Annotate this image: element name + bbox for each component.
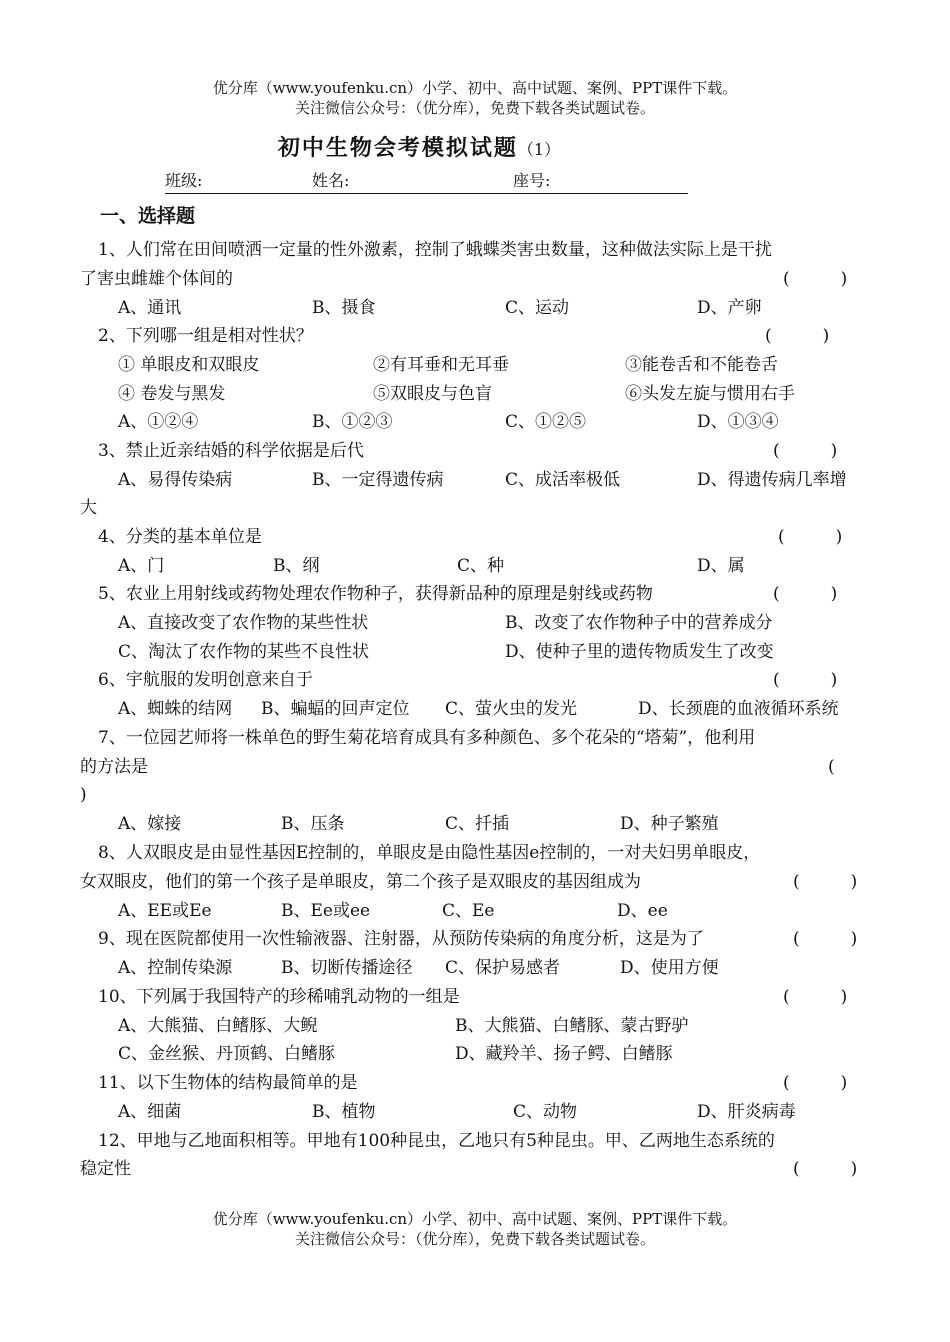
q6-option-c: C、萤火虫的发光	[445, 699, 578, 719]
q2-items-row1	[80, 351, 870, 380]
q2-item-5: ⑤双眼皮与色盲	[373, 384, 492, 404]
q7-answer-paren-open: (	[828, 757, 835, 777]
q2-stem: 2、下列哪一组是相对性状？	[98, 326, 313, 346]
q2-item-2: ②有耳垂和无耳垂	[373, 355, 509, 375]
q5-options-row1	[80, 609, 870, 638]
q4-option-b: B、纲	[273, 556, 320, 576]
q2-option-a: A、①②④	[118, 412, 199, 432]
q10-option-a: A、大熊猫、白鳍豚、大鲵	[118, 1016, 318, 1036]
page-title	[0, 133, 838, 165]
q11-option-a: A、细菌	[118, 1102, 182, 1122]
q4-options	[80, 552, 870, 581]
q2-item-6: ⑥头发左旋与惯用右手	[625, 384, 795, 404]
q1-answer-paren: ( )	[783, 269, 848, 289]
q1-line1: 1、人们常在田间喷洒一定量的性外激素，控制了蛾蝶类害虫数量，这种做法实际上是干扰	[98, 240, 772, 260]
q10-option-d: D、藏羚羊、扬子鳄、白鳍豚	[455, 1044, 673, 1064]
q6-option-b: B、蝙蝠的回声定位	[261, 699, 410, 719]
q2-item-4: ④ 卷发与黑发	[118, 384, 226, 404]
info-underline	[165, 193, 688, 194]
q4-option-a: A、门	[118, 556, 165, 576]
q7-option-b: B、压条	[281, 814, 345, 834]
q10-option-c: C、金丝猴、丹顶鹤、白鳍豚	[118, 1044, 336, 1064]
q11-option-c: C、动物	[513, 1102, 578, 1122]
q8-option-c: C、Ee	[442, 901, 495, 921]
q11-stem-line	[80, 1069, 870, 1098]
q11-stem: 11、以下生物体的结构最简单的是	[98, 1073, 358, 1093]
q2-option-c: C、①②⑤	[505, 412, 587, 432]
q4-stem-line	[80, 523, 870, 552]
q6-stem-line	[80, 666, 870, 695]
q3-wrap: 大	[80, 498, 97, 518]
q5-answer-paren: ( )	[773, 584, 838, 604]
q9-option-a: A、控制传染源	[118, 958, 233, 978]
q2-option-b: B、①②③	[312, 412, 393, 432]
q7-option-a: A、嫁接	[118, 814, 182, 834]
q1-option-d: D、产卵	[697, 298, 762, 318]
q3-option-c: C、成活率极低	[505, 470, 621, 490]
q8-option-a: A、EE或Ee	[118, 901, 212, 921]
q10-option-b: B、大熊猫、白鳍豚、蒙古野驴	[455, 1016, 689, 1036]
q7-line2	[80, 753, 870, 782]
q3-answer-paren: ( )	[773, 441, 838, 461]
q8-line1: 8、人双眼皮是由显性基因E控制的，单眼皮是由隐性基因e控制的，一对夫妇男单眼皮，	[98, 843, 761, 863]
q1-option-a: A、通讯	[118, 298, 182, 318]
q1-line2	[80, 265, 870, 294]
q2-answer-paren: ( )	[765, 326, 830, 346]
q4-stem: 4、分类的基本单位是	[98, 527, 262, 547]
q4-option-d: D、属	[697, 556, 745, 576]
q5-option-b: B、改变了农作物种子中的营养成分	[505, 613, 773, 633]
q2-item-1: ① 单眼皮和双眼皮	[118, 355, 260, 375]
q11-option-d: D、肝炎病毒	[697, 1102, 796, 1122]
q12-answer-paren: ( )	[793, 1159, 858, 1179]
q8-option-b: B、Ee或ee	[281, 901, 371, 921]
q10-stem-line	[80, 983, 870, 1012]
q2-options	[80, 408, 870, 437]
q12-stem-tail: 稳定性	[80, 1159, 131, 1179]
q2-option-d: D、①③④	[697, 412, 779, 432]
q9-option-d: D、使用方便	[620, 958, 719, 978]
q10-answer-paren: ( )	[783, 987, 848, 1007]
q10-options-row1	[80, 1012, 870, 1041]
q9-option-c: C、保护易感者	[445, 958, 561, 978]
q5-stem: 5、农业上用射线或药物处理农作物种子，获得新品种的原理是射线或药物	[98, 584, 653, 604]
q5-option-d: D、使种子里的遗传物质发生了改变	[505, 642, 774, 662]
student-info-row	[165, 170, 688, 194]
q1-stem-tail: 了害虫雌雄个体间的	[80, 269, 233, 289]
q1-option-c: C、运动	[505, 298, 570, 318]
q4-answer-paren: ( )	[778, 527, 843, 547]
title-text: 初中生物会考模拟试题	[277, 135, 518, 161]
title-suffix: （1）	[517, 140, 561, 159]
q5-stem-line	[80, 580, 870, 609]
q9-answer-paren: ( )	[793, 929, 858, 949]
q3-stem: 3、禁止近亲结婚的科学依据是后代	[98, 441, 364, 461]
q7-option-d: D、种子繁殖	[620, 814, 719, 834]
q2-items-row2	[80, 380, 870, 409]
q6-answer-paren: ( )	[773, 670, 838, 690]
q7-stem-tail: 的方法是	[80, 757, 148, 777]
q2-stem-line	[80, 322, 870, 351]
q7-paren-close: )	[80, 785, 87, 805]
q6-stem: 6、宇航服的发明创意来自于	[98, 670, 313, 690]
class-label: 班级:	[165, 171, 203, 190]
q9-stem: 9、现在医院都使用一次性输液器、注射器，从预防传染病的角度分析，这是为了	[98, 929, 704, 949]
header-banner-line2: 关注微信公众号：（优分库），免费下载各类试题试卷。	[294, 99, 655, 117]
q1-option-b: B、摄食	[312, 298, 376, 318]
q3-stem-line	[80, 437, 870, 466]
q10-stem: 10、下列属于我国特产的珍稀哺乳动物的一组是	[98, 987, 460, 1007]
q3-option-d: D、得遗传病几率增	[697, 470, 847, 490]
q3-options	[80, 466, 870, 495]
q3-option-b: B、一定得遗传病	[312, 470, 444, 490]
q6-option-a: A、蜘蛛的结网	[118, 699, 233, 719]
seat-label: 座号:	[513, 171, 551, 190]
q8-options	[80, 897, 870, 926]
q11-answer-paren: ( )	[783, 1073, 848, 1093]
q9-stem-line	[80, 925, 870, 954]
q12-line2	[80, 1155, 870, 1184]
q8-answer-paren: ( )	[793, 872, 858, 892]
section-heading: 一、选择题	[100, 205, 196, 227]
q7-options	[80, 810, 870, 839]
q11-options	[80, 1098, 870, 1127]
q11-option-b: B、植物	[312, 1102, 376, 1122]
q6-option-d: D、长颈鹿的血液循环系统	[638, 699, 839, 719]
q8-line2	[80, 868, 870, 897]
q9-option-b: B、切断传播途径	[281, 958, 413, 978]
name-label: 姓名:	[312, 171, 350, 190]
q5-option-a: A、直接改变了农作物的某些性状	[118, 613, 369, 633]
footer-banner-line2: 关注微信公众号：（优分库），免费下载各类试题试卷。	[294, 1230, 655, 1248]
q2-item-3: ③能卷舌和不能卷舌	[625, 355, 778, 375]
q12-line1: 12、甲地与乙地面积相等。甲地有100种昆虫，乙地只有5种昆虫。甲、乙两地生态系统的	[98, 1131, 775, 1151]
q5-options-row2	[80, 638, 870, 667]
q7-line1: 7、一位园艺师将一株单色的野生菊花培育成具有多种颜色、多个花朵的“塔菊”，他利用	[98, 728, 756, 748]
q8-option-d: D、ee	[617, 901, 668, 921]
q10-options-row2	[80, 1040, 870, 1069]
q3-option-a: A、易得传染病	[118, 470, 233, 490]
q1-options	[80, 294, 870, 323]
q9-options	[80, 954, 870, 983]
q7-option-c: C、扦插	[445, 814, 510, 834]
q5-option-c: C、淘汰了农作物的某些不良性状	[118, 642, 370, 662]
q6-options	[80, 695, 870, 724]
footer-banner-line1: 优分库（www.youfenku.cn）小学、初中、高中试题、案例、PPT课件下载。	[212, 1210, 738, 1228]
q4-option-c: C、种	[457, 556, 505, 576]
header-banner-line1: 优分库（www.youfenku.cn）小学、初中、高中试题、案例、PPT课件下载。	[212, 79, 738, 97]
q8-stem-tail: 女双眼皮，他们的第一个孩子是单眼皮，第二个孩子是双眼皮的基因组成为	[80, 872, 641, 892]
